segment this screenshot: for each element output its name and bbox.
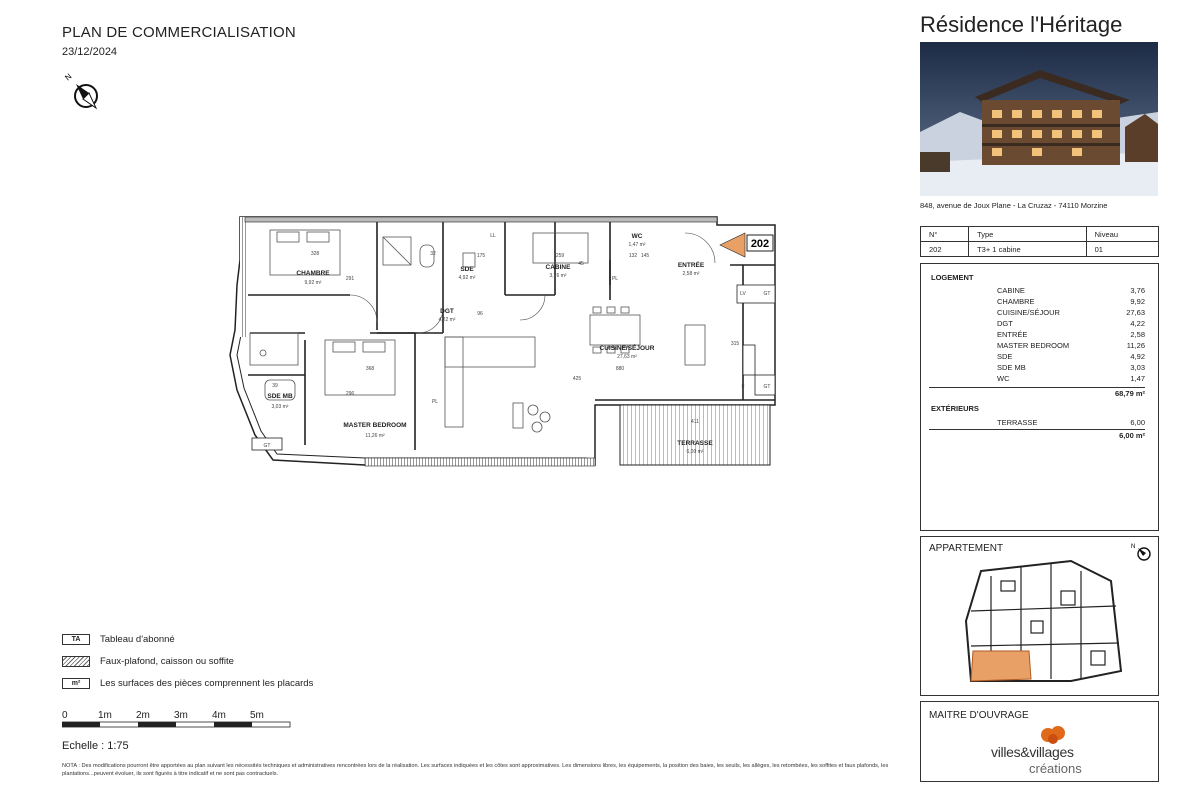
surface-value: 6,00: [1130, 418, 1145, 427]
dimension-label: 145: [640, 253, 650, 259]
hatch-swatch-icon: [62, 656, 90, 667]
room-area: 4,92 m²: [458, 275, 476, 281]
legend-text: Faux-plafond, caisson ou soffite: [100, 655, 234, 667]
legend: [62, 628, 313, 694]
surface-value: 3,76: [1130, 286, 1145, 295]
lot-number: 202: [750, 238, 770, 250]
surface-label: SDE: [997, 352, 1013, 361]
dimension-label: 259: [555, 253, 565, 259]
surface-value: 2,58: [1130, 330, 1145, 339]
table-header: N°: [921, 227, 969, 242]
table-header: Niveau: [1086, 227, 1158, 242]
building-photo: [920, 42, 1158, 196]
legend-text: Les surfaces des pièces comprennent les placards: [100, 677, 314, 689]
surface-value: 11,26: [1126, 341, 1145, 350]
surface-value: 4,22: [1130, 319, 1145, 328]
table-cell: T3+ 1 cabine: [969, 242, 1087, 257]
table-header-row: [921, 227, 1159, 242]
floor-plan: [215, 205, 795, 495]
apartment-title: APPARTEMENT: [929, 543, 1004, 554]
room-name: TERRASSE: [677, 440, 713, 447]
svg-text:N: N: [1131, 544, 1136, 550]
exterieurs-total: 6,00 m²: [929, 429, 1145, 442]
legend-item: [62, 650, 313, 672]
surface-value: 1,47: [1130, 374, 1145, 383]
gt-label: GT: [763, 384, 771, 390]
dimension-label: 96: [477, 311, 483, 317]
scale-tick: 1m: [98, 710, 112, 721]
dimension-label: 315: [730, 341, 740, 347]
dimension-label: 368: [365, 366, 375, 372]
pl-label: PL: [611, 276, 619, 282]
legend-symbol: TA: [62, 634, 90, 645]
surface-label: MASTER BEDROOM: [997, 341, 1070, 350]
legend-item: [62, 672, 313, 694]
surface-row: [997, 308, 1145, 319]
room-area: 1,47 m²: [628, 242, 646, 248]
room-name: CHAMBRE: [296, 270, 330, 277]
north-compass-icon: [1131, 541, 1153, 563]
scale-bar: [62, 706, 302, 736]
lot-type-table: [920, 226, 1159, 257]
gt-label: GT: [763, 291, 771, 297]
dimension-label: 880: [615, 366, 625, 372]
scale-tick: 2m: [136, 710, 150, 721]
legend-symbol: m²: [62, 678, 90, 689]
maitre-ouvrage-panel: [920, 701, 1159, 782]
room-name: SDE: [460, 266, 474, 273]
surface-label: CUISINE/SÉJOUR: [997, 308, 1060, 317]
disclaimer-note: NOTA : Des modifications pourront être apportées au plan suivant les nécessités techniques et administratives rencontrées lors de la réalisation. Les surfaces indiquées et les côtes sont approximatives. Les dimensions libres, les équipements, la position des baies, les seuils, les allèges, les retombées, les soffites et faux plafonds, les plantations...peuvent évoluer, ils sont figurés à titre indicatif et ne sont pas contractuels.: [62, 763, 889, 777]
surface-row: [997, 330, 1145, 341]
surfaces-panel: [920, 263, 1159, 531]
dimension-label: 175: [476, 253, 486, 259]
dimension-label: 425: [572, 376, 582, 382]
lot-marker-icon: [720, 233, 745, 257]
apartment-location-panel: [920, 536, 1159, 696]
logement-title: LOGEMENT: [931, 273, 974, 282]
surface-label: TERRASSE: [997, 418, 1038, 427]
surface-row: [997, 352, 1145, 363]
room-name: CABINE: [545, 264, 571, 271]
room-name: SDE MB: [267, 393, 293, 400]
dimension-label: 132: [628, 253, 638, 259]
dimension-label: 39: [272, 383, 278, 389]
dimension-label: 45: [578, 261, 584, 267]
north-compass-icon: [62, 72, 102, 112]
residence-title: Résidence l'Héritage: [920, 12, 1123, 37]
room-area: 6,00 m²: [686, 449, 704, 455]
room-area: 11,26 m²: [365, 433, 385, 439]
surface-label: DGT: [997, 319, 1013, 328]
brand-logo-subtext: créations: [1029, 761, 1082, 776]
terrace-decking: [620, 405, 770, 465]
furniture: [250, 230, 705, 432]
room-area: 27,63 m²: [617, 354, 637, 360]
surface-label: SDE MB: [997, 363, 1026, 372]
dimension-label: 32: [430, 251, 436, 257]
door-swings: [350, 233, 715, 333]
room-area: 3,76 m²: [549, 273, 567, 279]
table-header: Type: [969, 227, 1087, 242]
dimension-label: 411: [691, 419, 699, 425]
surface-label: CHAMBRE: [997, 297, 1035, 306]
dimension-labels: [272, 251, 739, 425]
room-name: ENTRÉE: [677, 262, 705, 269]
surface-row: [997, 286, 1145, 297]
brand-logo-icon: [1039, 724, 1067, 746]
scale-tick: 0: [62, 710, 68, 721]
building-key-plan: [961, 551, 1131, 691]
page-title: PLAN DE COMMERCIALISATION: [62, 24, 296, 41]
exterieurs-title: EXTÉRIEURS: [931, 404, 979, 413]
f-label: F: [741, 384, 745, 390]
dimension-label: 328: [310, 251, 320, 257]
room-name: DGT: [440, 308, 454, 315]
scale-tick: 4m: [212, 710, 226, 721]
table-cell: 202: [921, 242, 969, 257]
lv-label: LV: [740, 291, 746, 297]
logement-total: 68,79 m²: [929, 387, 1145, 400]
surface-label: ENTRÉE: [997, 330, 1028, 339]
surface-row: [997, 297, 1145, 308]
table-cell: 01: [1086, 242, 1158, 257]
scale-tick: 5m: [250, 710, 264, 721]
legend-item: [62, 628, 313, 650]
brand-logo-text: villes&villages: [991, 744, 1074, 760]
room-name: WC: [631, 233, 643, 240]
svg-text:N: N: [63, 72, 74, 83]
surface-row: [997, 418, 1145, 429]
dimension-label: 296: [345, 391, 355, 397]
pl-label: PL: [431, 399, 439, 405]
legend-text: Tableau d'abonné: [100, 633, 175, 645]
table-row: [921, 242, 1159, 257]
ll-label: LL: [490, 233, 496, 239]
dimension-label: 291: [345, 276, 355, 282]
plan-date: 23/12/2024: [62, 46, 118, 58]
residence-address: 848, avenue de Joux Plane - La Cruzaz - 74110 Morzine: [920, 201, 1108, 210]
surface-value: 9,92: [1130, 297, 1145, 306]
room-area: 4,22 m²: [438, 317, 456, 323]
surface-label: WC: [997, 374, 1010, 383]
surface-row: [997, 341, 1145, 352]
room-area: 3,03 m²: [271, 404, 289, 410]
surface-value: 27,63: [1126, 308, 1145, 317]
surface-row: [997, 363, 1145, 374]
room-name: MASTER BEDROOM: [343, 422, 407, 429]
gt-label: GT: [263, 443, 271, 449]
scale-text: Echelle : 1:75: [62, 740, 129, 752]
room-area: 9,92 m²: [304, 280, 322, 286]
maitre-ouvrage-title: MAITRE D'OUVRAGE: [929, 710, 1029, 721]
surface-label: CABINE: [997, 286, 1025, 295]
surface-value: 4,92: [1130, 352, 1145, 361]
surface-row: [997, 374, 1145, 385]
surface-row: [997, 319, 1145, 330]
scale-tick: 3m: [174, 710, 188, 721]
room-name: CUISINE/SÉJOUR: [599, 345, 655, 352]
surface-value: 3,03: [1130, 363, 1145, 372]
room-area: 2,58 m²: [682, 271, 700, 277]
